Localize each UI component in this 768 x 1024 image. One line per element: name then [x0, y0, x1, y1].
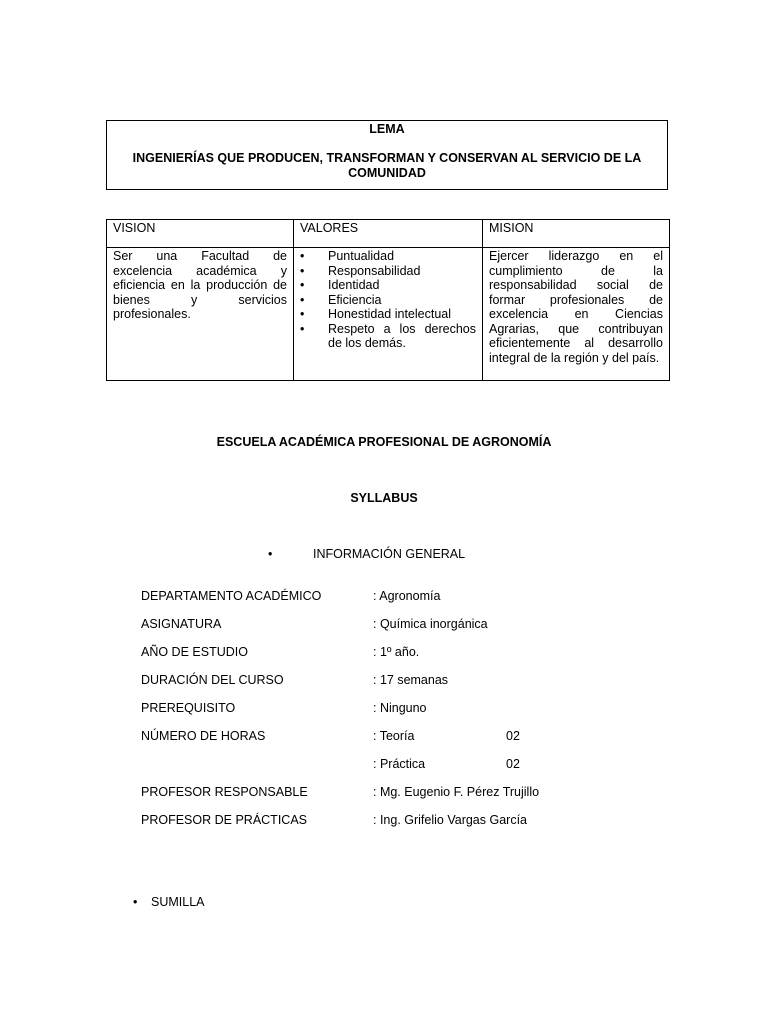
info-value: : Teoría: [373, 729, 415, 743]
info-label: NÚMERO DE HORAS: [141, 729, 266, 743]
list-item: • Eficiencia: [300, 292, 382, 307]
info-row: [141, 701, 701, 717]
table-header-row: [107, 220, 670, 248]
info-label: DEPARTAMENTO ACADÉMICO: [141, 589, 322, 603]
info-row: [141, 729, 701, 745]
school-title: ESCUELA ACADÉMICA PROFESIONAL DE AGRONOMÍA: [216, 435, 552, 449]
info-row: [141, 785, 701, 801]
info-row: [141, 589, 701, 605]
info-row: [141, 673, 701, 689]
info-label: PROFESOR DE PRÁCTICAS: [141, 813, 307, 827]
list-item: • Honestidad intelectual: [300, 307, 451, 321]
mision-cell: [483, 248, 670, 381]
vision-text: Ser una Facultad de excelencia académica y eficiencia en la producción de bienes y servicios profesionales.: [113, 249, 287, 321]
list-item: • Respeto a los derechos de los demás.: [300, 321, 476, 350]
header-valores: VALORES: [294, 220, 483, 248]
info-row: [141, 645, 701, 661]
bullet-icon: •: [133, 895, 138, 909]
info-general-heading: INFORMACIÓN GENERAL: [313, 547, 466, 561]
info-label: DURACIÓN DEL CURSO: [141, 673, 284, 687]
info-label: AÑO DE ESTUDIO: [141, 645, 248, 659]
sumilla-heading: SUMILLA: [151, 895, 205, 909]
info-value: : 17 semanas: [373, 673, 449, 687]
bullet-icon: •: [300, 263, 305, 278]
info-label: ASIGNATURA: [141, 617, 222, 631]
info-value: : Mg. Eugenio F. Pérez Trujillo: [373, 785, 540, 799]
bullet-icon: •: [300, 321, 305, 336]
info-value: : Práctica: [373, 757, 426, 771]
mision-text: Ejercer liderazgo en el cumplimiento de la responsabilidad social de formar profesionales de excelencia en Ciencias Agrarias, que contribuyan eficientemente al desarrollo integral de la región y del país.: [489, 249, 663, 365]
info-extra: 02: [506, 729, 520, 743]
info-value: : Agronomía: [373, 589, 441, 603]
info-extra: 02: [506, 757, 520, 771]
syllabus-title: SYLLABUS: [350, 491, 418, 505]
bullet-icon: •: [300, 278, 305, 292]
info-row: [141, 813, 701, 829]
info-row: [141, 617, 701, 633]
lema-title: LEMA: [369, 122, 405, 136]
info-value: : Ing. Grifelio Vargas García: [373, 813, 527, 827]
bullet-icon: •: [300, 307, 305, 321]
lema-text: INGENIERÍAS QUE PRODUCEN, TRANSFORMAN Y CONSERVAN AL SERVICIO DE LA COMUNIDAD: [132, 150, 642, 180]
info-label: PREREQUISITO: [141, 701, 236, 715]
bullet-icon: •: [300, 292, 305, 307]
header-vision: VISION: [107, 220, 294, 248]
list-item: • Puntualidad: [300, 249, 395, 263]
info-label: PROFESOR RESPONSABLE: [141, 785, 308, 799]
info-value: : Ninguno: [373, 701, 427, 715]
list-item: • Identidad: [300, 278, 380, 292]
bullet-icon: •: [300, 249, 305, 263]
vision-cell: [107, 248, 294, 381]
list-item: • Responsabilidad: [300, 263, 421, 278]
valores-cell: [294, 248, 483, 381]
bullet-icon: •: [268, 547, 273, 561]
info-row: [141, 757, 701, 773]
info-value: : Química inorgánica: [373, 617, 488, 631]
table-row: [107, 248, 670, 381]
header-mision: MISION: [483, 220, 670, 248]
vision-values-mission-table: [106, 219, 670, 381]
valores-list: [300, 249, 476, 351]
info-value: : 1º año.: [373, 645, 420, 659]
lema-box: [106, 120, 668, 190]
